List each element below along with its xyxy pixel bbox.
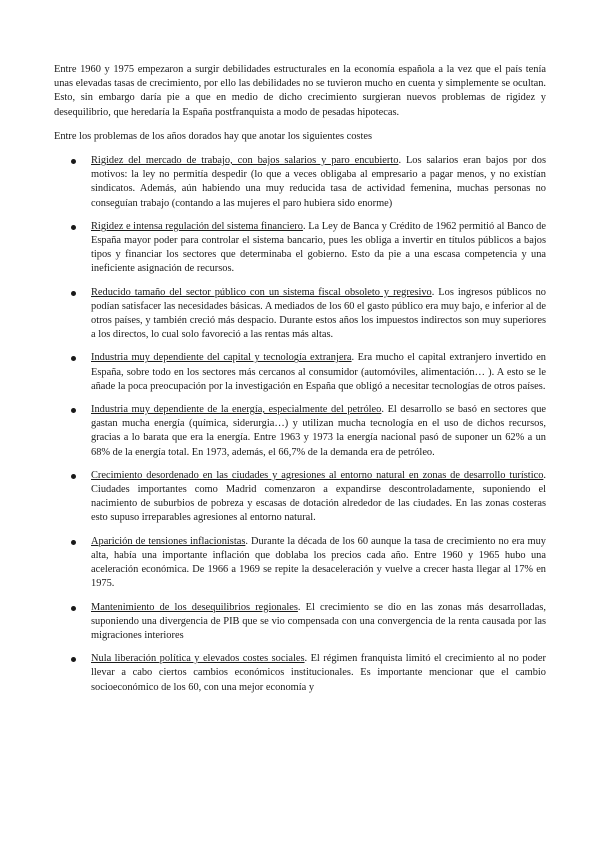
item-body: . El crecimiento se dio en las zonas más desarrolladas, suponiendo una divergencia de PIB que se vio compensada con una convergencia de la renta causada por las migraciones interiores — [91, 601, 547, 641]
item-title: Reducido tamaño del sector público con un sistema fiscal obsoleto y regresivo — [91, 286, 432, 298]
bullet-icon — [71, 474, 76, 479]
item-title: Industria muy dependiente de la energía, especialmente del petróleo — [91, 404, 382, 416]
item-title: Crecimiento desordenado en las ciudades y agresiones al entorno natural en zonas de desarrollo turístico — [91, 469, 544, 481]
item-title: Mantenimiento de los desequilibrios regionales — [91, 601, 298, 613]
intro-paragraph: Entre 1960 y 1975 empezaron a surgir debilidades estructurales en la economía española a la vez que el país tenía unas elevadas tasas de crecimiento, por ello las debilidades no se tuvieron mucho en cuenta y simplemente se ocultan. Esto, sin embargo daría pie a que en medio de dicho crecimiento surgieran nuevos problemas de rigidez y desequilibrio, que heredaría la España postfranquista a modo de pesadas hipotecas. — [54, 64, 546, 118]
item-body: . Ciudades importantes como Madrid comenzaron a expandirse descontroladamente, suponiendo el nacimiento de suburbios de pobreza y escasas de dotación alrededor de las ciudades. En las zonas costeras esto supuso irreparables agresiones al entorno natural. — [91, 469, 546, 524]
item-body: . El desarrollo se basó en sectores que gastan mucha energía (química, siderurgia…) y utilizan mucha tecnología en el uso de dichos recursos, gracias a lo barata que era la energía. Entre 1963 y 1973 la energía nacional pasó de suponer un 62% a un 68% de la energía total. En 1973, además, el 66,7% de la demanda era de petróleo. — [91, 404, 547, 458]
item-body: . Los ingresos públicos no podían satisfacer las necesidades básicas. A mediados de los 60 el gasto público era muy bajo, e inferior al de otros países, y también creció más despacio. Durante estos años los impuestos indirectos son muy superiores a los directos, lo cual solo favoreció a las rentas más altas. — [91, 286, 546, 341]
list-item — [54, 652, 546, 695]
bullet-icon — [71, 606, 76, 611]
lead-paragraph: Entre los problemas de los años dorados hay que anotar los siguientes costes — [54, 130, 373, 142]
item-body: . La Ley de Banca y Crédito de 1962 permitió al Banco de España mayor poder para controlar el sistema bancario, pues les obliga a invertir en títulos públicos a bajos tipos y financiar los sectores que determinaba el gobierno. Esto da pie a una escasa competencia y una ineficiente asignación de recursos. — [91, 220, 546, 275]
item-title: Nula liberación política y elevados costes sociales — [91, 653, 305, 665]
list-item — [54, 351, 546, 394]
list-item — [54, 154, 546, 211]
item-title: Rigidez del mercado de trabajo, con bajos salarios y paro encubierto — [91, 155, 399, 167]
bullet-icon — [71, 540, 76, 545]
item-body: . Durante la década de los 60 aunque la tasa de crecimiento no era muy alta, había una importante inflación que doblaba los precios cada año. Entre 1960 y 1965 hubo una aceleración económica. De 1966 a 1969 se repite la desaceleración y vuelve a crecer hasta llegar al 17% en 1975. — [91, 535, 546, 590]
bullet-icon — [71, 225, 76, 230]
list-item — [54, 535, 546, 592]
bullet-icon — [71, 657, 76, 662]
costs-list — [54, 154, 546, 695]
bullet-icon — [71, 408, 76, 413]
item-body: . Los salarios eran bajos por dos motivos: la ley no permitía despedir (lo que a veces obligaba al empresario a pagar menos, y no existían sindicatos. Además, aún habiendo una muy reducida tasa de actividad femenina, muchas personas no conseguían trabajo (contando a las mujeres el paro hubiera sido enorme) — [91, 155, 546, 209]
list-item — [54, 601, 546, 644]
document-body — [54, 63, 546, 704]
bullet-icon — [71, 159, 76, 164]
list-item — [54, 403, 546, 460]
list-item — [54, 469, 546, 526]
item-body: . Era mucho el capital extranjero invertido en España, sobre todo en los sectores más cercanos al consumidor (automóviles, alimentación… ). A esto se le añade la poca preocupación por la investigación en España que obligó a necesitar tecnologías de otros países. — [91, 352, 547, 392]
item-body: . El régimen franquista limitó el crecimiento al no poder llevar a cabo ciertos cambios económicos institucionales. Es importante mencionar que el cambio socioeconómico de los 60, con una mejor economía y — [91, 653, 547, 693]
list-item — [54, 286, 546, 343]
item-title: Aparición de tensiones inflacionistas — [91, 535, 246, 547]
item-title: Industria muy dependiente del capital y tecnología extranjera — [91, 352, 352, 364]
item-title: Rigidez e intensa regulación del sistema financiero — [91, 220, 303, 232]
bullet-icon — [71, 356, 76, 361]
bullet-icon — [71, 291, 76, 296]
list-item — [54, 220, 546, 277]
